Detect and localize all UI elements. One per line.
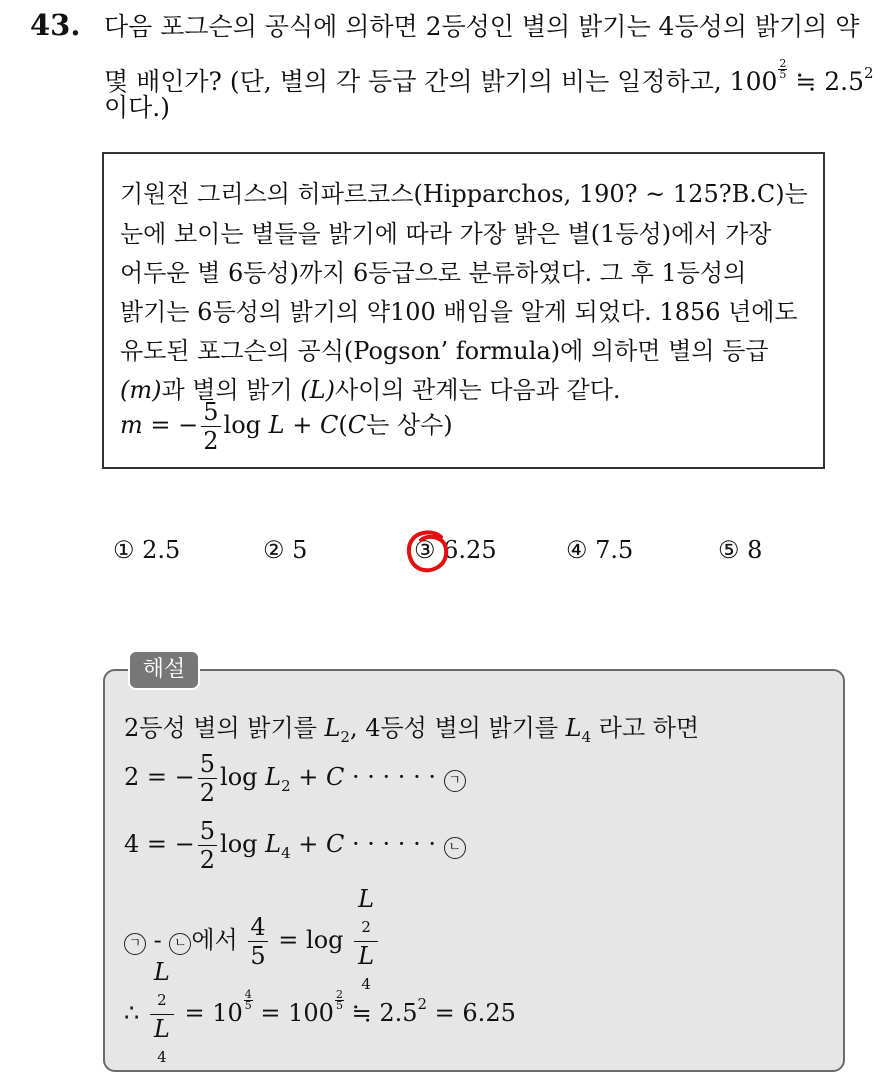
eq1-fraction [198,750,217,807]
eq4-therefore: ∴ [124,999,140,1027]
option-3-num: ③ [414,536,436,564]
eq3-marker-2: ㄴ [169,933,191,955]
passage-formula [120,398,453,455]
passage-line-3: 어두운 별 6등성)까지 6등급으로 분류하였다. 그 후 1등성의 [120,259,747,287]
solution-label: 해설 [128,650,200,690]
solution-eq-2 [124,817,466,874]
eq4-L-fraction [150,958,174,1071]
intro-c: 라고 하면 [591,714,700,742]
formula-den: 2 [203,427,219,455]
formula-paren: ( [338,411,348,439]
option-5[interactable] [718,536,762,564]
eq1-L: L [265,763,282,791]
formula-fraction [201,398,220,455]
question-line-1: 다음 포그슨의 공식에 의하면 2등성인 별의 밝기는 4등성의 밝기의 약 [104,12,860,41]
eq2-den: 2 [199,846,216,874]
question-exponent-den: 5 [779,68,787,81]
passage-line-4: 밝기는 6등성의 밝기의 약100 배임을 알게 되었다. 1856 년에도 [120,298,798,326]
passage-line-6-end: 사이의 관계는 다음과 같다. [334,376,621,404]
eq3-num: 4 [250,913,266,941]
eq4-exp-2 [335,990,344,1011]
question-exponent-num: 2 [779,57,787,70]
eq2-num: 5 [199,817,216,845]
formula-L: L [268,411,285,439]
eq3-marker-1: ㄱ [124,933,146,955]
formula-note: 는 상수) [366,411,453,439]
eq2-log: log [220,830,258,858]
eq3-den: 5 [250,942,266,970]
eq4-a: = 10 [176,999,243,1027]
eq3-fnum-L: L [358,885,375,913]
formula-log: log [223,411,262,439]
eq1-dots: · · · · · · [344,763,444,791]
eq3-L-num [354,885,378,942]
eq4-exp2-den: 5 [335,999,343,1012]
question-approx: ≒ 2.5 [787,67,864,96]
option-1-num: ① [113,536,135,564]
eq2-marker: ㄴ [444,837,466,859]
eq1-sub: 2 [281,777,291,795]
option-3-text: 6.25 [443,536,497,564]
option-2-num: ② [263,536,285,564]
eq1-log: log [220,763,258,791]
option-2-text: 5 [292,536,308,564]
eq4-exp-1 [244,990,253,1011]
eq4-L-den [150,1015,174,1071]
formula-C: C [319,411,339,439]
eq4-exp1-num: 4 [244,988,252,1001]
eq3-fden-L: L [358,942,375,970]
solution-intro [124,708,699,746]
question-line-3: 이다.) [104,93,171,122]
option-4[interactable] [566,536,633,564]
eq4-L-num [150,958,174,1015]
eq1-marker: ㄱ [444,770,466,792]
eq4-fnum-L: L [153,958,170,986]
eq3-eq: = log [270,926,352,954]
formula-lhs: m = − [120,411,199,439]
passage-L: (L) [300,376,335,404]
option-5-text: 8 [747,536,763,564]
eq2-lhs: 4 = − [124,830,195,858]
eq2-dots: · · · · · · [344,830,444,858]
eq1-lhs: 2 = − [124,763,195,791]
eq4-fden-L: L [153,1015,170,1043]
passage-line-1: 기원전 그리스의 히파르코스(Hipparchos, 190? ~ 125?B.C)는 [120,180,808,208]
eq2-C: C [326,830,345,858]
eq3-fnum-sub: 2 [361,918,371,936]
eq4-c: ≒ 2.5 [343,999,418,1027]
question-number: 43. [30,8,81,42]
option-5-num: ⑤ [718,536,740,564]
eq4-square: 2 [417,995,428,1013]
eq3-fden-sub: 4 [361,975,371,993]
eq1-den: 2 [199,779,216,807]
eq4-b: = 100 [252,999,334,1027]
intro-L4: L [565,714,582,742]
question-line-2-text: 몇 배인가? (단, 별의 각 등급 간의 밝기의 비는 일정하고, 100 [104,67,778,96]
eq4-exp2-num: 2 [335,988,343,1001]
eq3-minus: - [146,926,170,954]
formula-C2: C [347,411,367,439]
passage-line-6-mid: 과 별의 밝기 [161,376,301,404]
solution-eq-1 [124,750,466,807]
option-2[interactable] [263,536,307,564]
answer-circle-mark [403,527,451,575]
eq4-fden-sub: 4 [157,1048,167,1066]
formula-num: 5 [203,398,219,426]
formula-plus: + [284,411,320,439]
intro-b: , 4등성 별의 밝기를 [349,714,566,742]
eq4-d: = 6.25 [427,999,516,1027]
intro-L2: L [324,714,341,742]
eq1-num: 5 [199,750,216,778]
passage-line-2: 눈에 보이는 별들을 밝기에 따라 가장 밝은 별(1등성)에서 가장 [120,220,772,248]
question-square: 2 [864,64,874,82]
option-4-text: 7.5 [595,536,634,564]
option-4-num: ④ [566,536,588,564]
intro-L2-sub: 2 [340,728,350,746]
eq2-L: L [265,830,282,858]
solution-eq-4 [124,958,516,1071]
intro-a: 2등성 별의 밝기를 [124,714,325,742]
option-1-text: 2.5 [142,536,181,564]
intro-L4-sub: 4 [581,728,592,746]
passage-m: (m) [120,376,162,404]
eq4-exp1-den: 5 [244,999,252,1012]
eq2-fraction [198,817,217,874]
question-line-2 [104,56,874,99]
eq1-C: C [326,763,345,791]
eq4-fnum-sub: 2 [157,991,167,1009]
eq1-plus: + [290,763,327,791]
passage-line-5: 유도된 포그슨의 공식(Pogson’ formula)에 의하면 별의 등급 [120,337,769,365]
eq2-plus: + [290,830,327,858]
eq2-sub: 4 [281,844,291,862]
option-1[interactable] [113,536,180,564]
eq3-text: 에서 [191,926,238,954]
